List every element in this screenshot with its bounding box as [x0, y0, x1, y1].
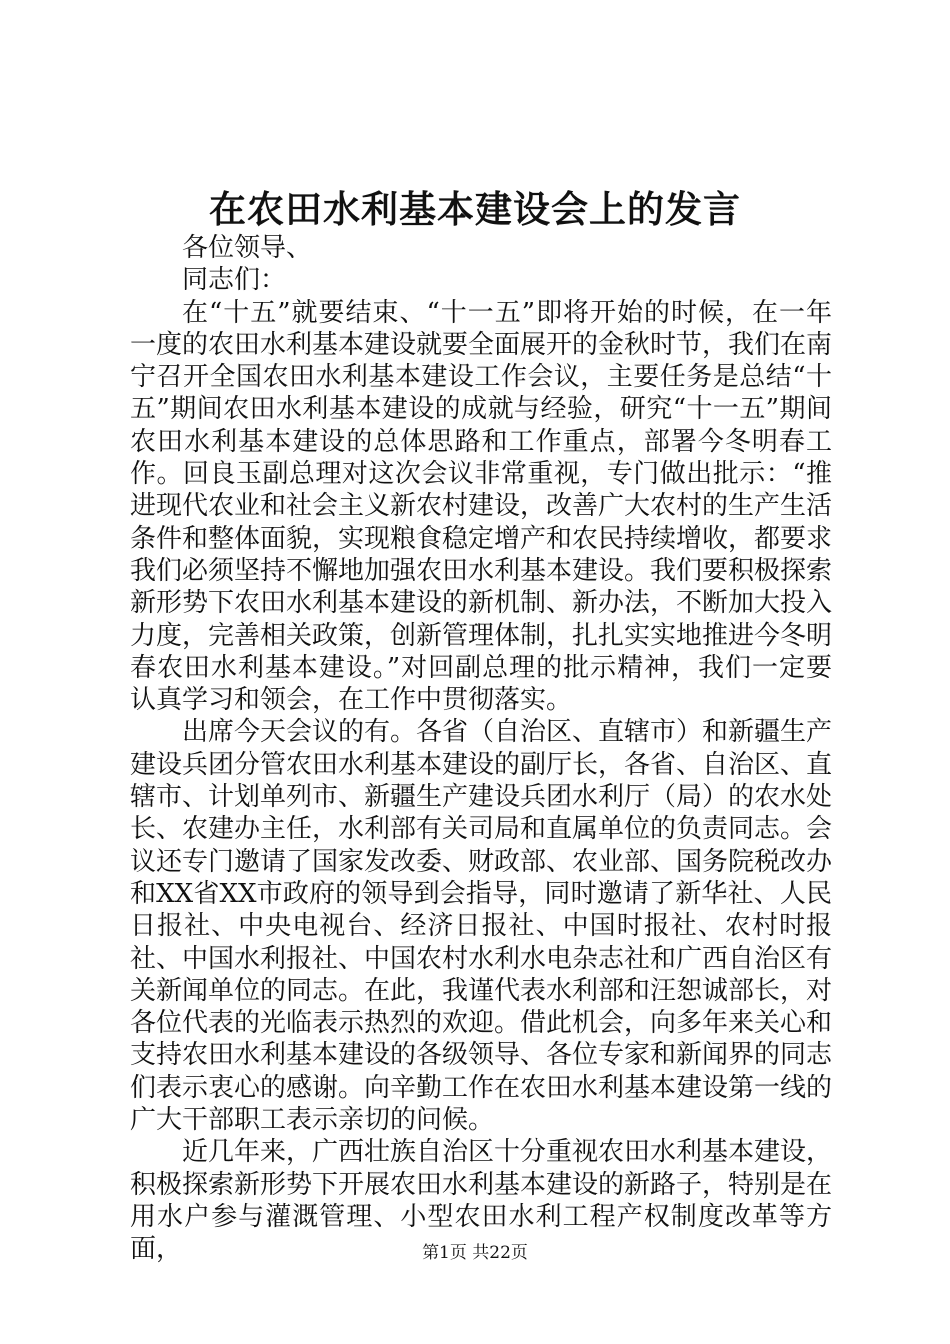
body-paragraph: 在“十五”就要结束、“十一五”即将开始的时候，在一年一度的农田水利基本建设就要全面展开的金秋时节，我们在南宁召开全国农田水利基本建设工作会议，主要任务是总结“十五”期间农田水利基本建设的成就与经验，研究“十一五”期间农田水利基本建设的总体思路和工作重点，部署今冬明春工作。回良玉副总理对这次会议非常重视，专门做出批示：“推进现代农业和社会主义新农村建设，改善广大农村的生产生活条件和整体面貌，实现粮食稳定增产和农民持续增收，都要求我们必须坚持不懈地加强农田水利基本建设。我们要积极探索新形势下农田水利基本建设的新机制、新办法，不断加大投入力度，完善相关政策，创新管理体制，扎扎实实地推进今冬明春农田水利基本建设。”对回副总理的批示精神，我们一定要认真学习和领会，在工作中贯彻落实。 — [130, 297, 833, 716]
body-paragraph: 出席今天会议的有。各省（自治区、直辖市）和新疆生产建设兵团分管农田水利基本建设的副厅长，各省、自治区、直辖市、计划单列市、新疆生产建设兵团水利厅（局）的农水处长、农建办主任，水利部有关司局和直属单位的负责同志。会议还专门邀请了国家发改委、财政部、农业部、国务院税改办和XX省XX市政府的领导到会指导，同时邀请了新华社、人民日报社、中央电视台、经济日报社、中国时报社、农村时报社、中国水利报社、中国农村水利水电杂志社和广西自治区有关新闻单位的同志。在此，我谨代表水利部和汪恕诚部长，对各位代表的光临表示热烈的欢迎。借此机会，向多年来关心和支持农田水利基本建设的各级领导、各位专家和新闻界的同志们表示衷心的感谢。向辛勤工作在农田水利基本建设第一线的广大干部职工表示亲切的问候。 — [130, 717, 833, 1136]
document-title: 在农田水利基本建设会上的发言 — [209, 187, 741, 231]
salutation-line: 各位领导、 — [182, 233, 313, 263]
document-body — [130, 232, 832, 1266]
page-number-footer: 第1页 共22页 — [422, 1243, 528, 1263]
salutation-line: 同志们： — [182, 265, 287, 296]
body-paragraph: 近几年来，广西壮族自治区十分重视农田水利基本建设，积极探索新形势下开展农田水利基本建设的新路子，特别是在用水户参与灌溉管理、小型农田水利工程产权制度改革等方面， — [130, 1137, 833, 1265]
